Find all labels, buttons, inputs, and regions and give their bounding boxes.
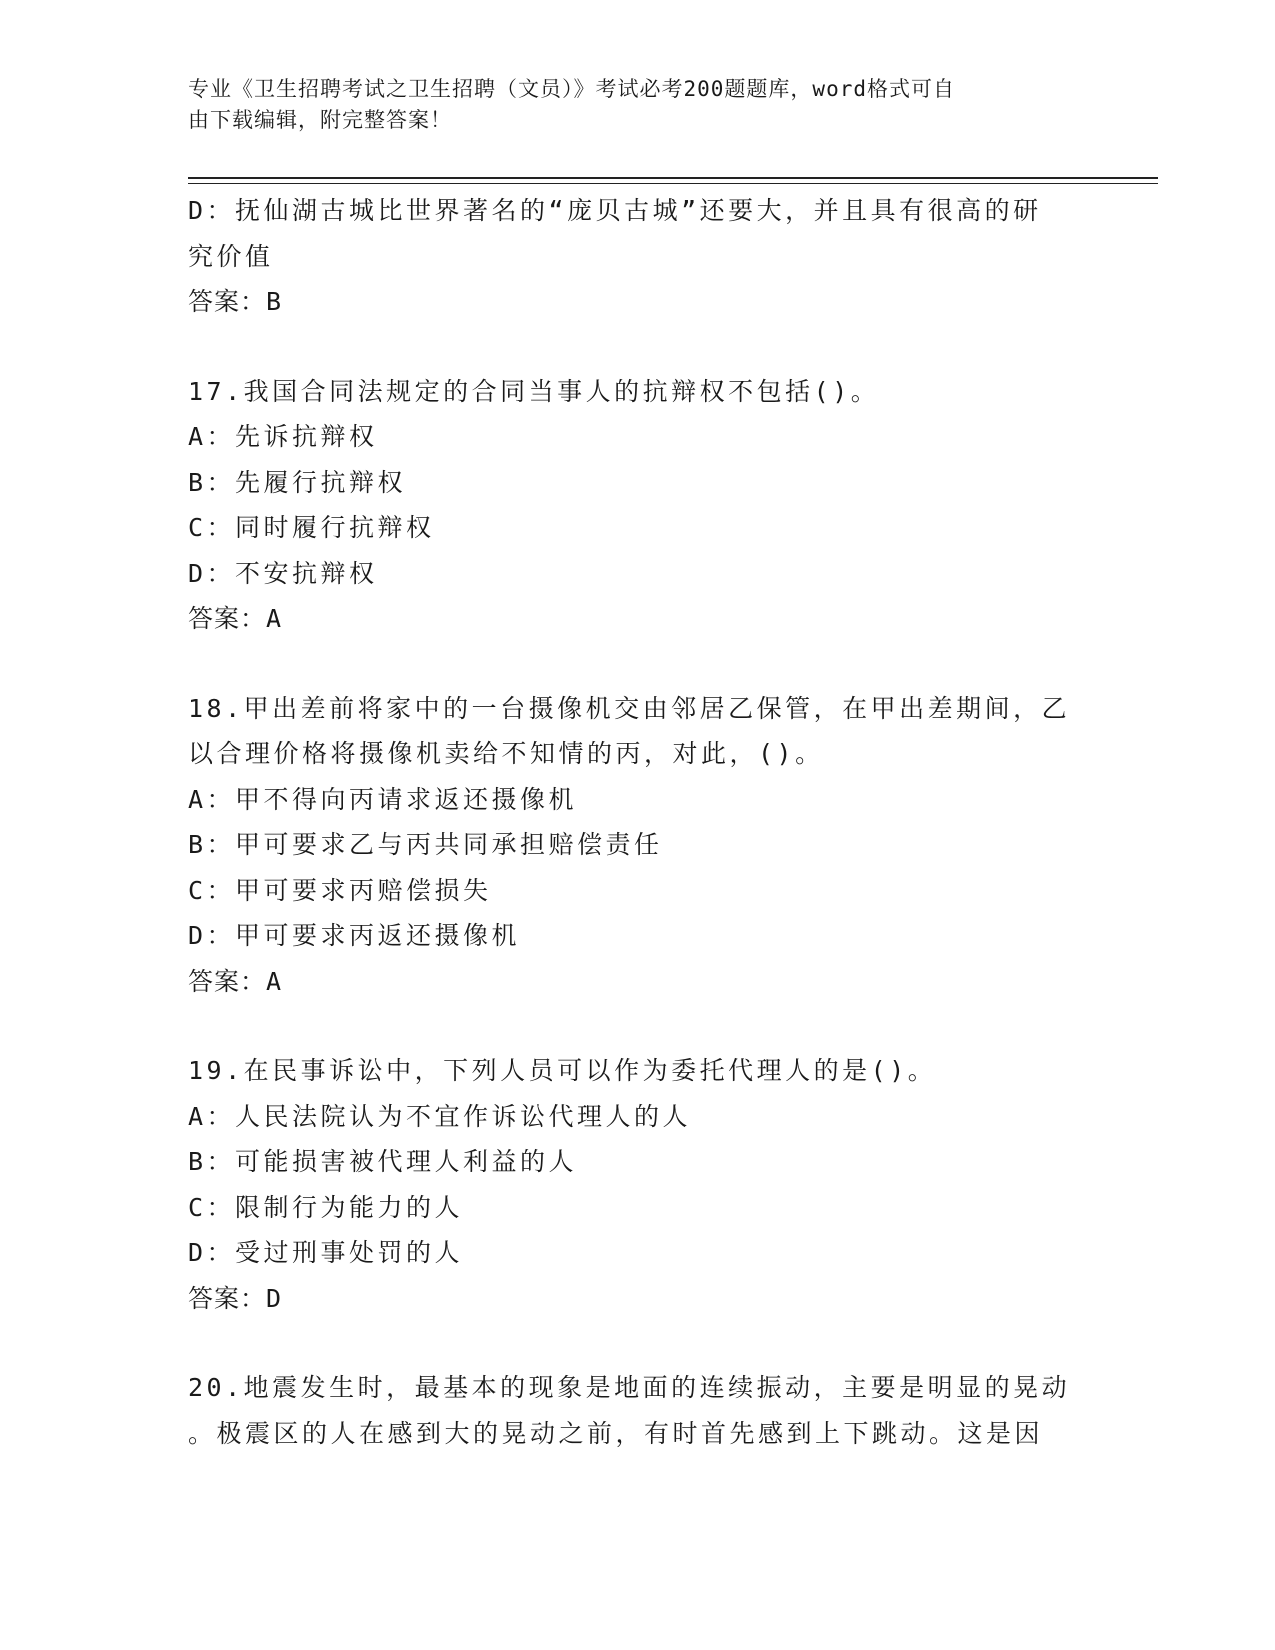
question-stem-continued: 以合理价格将摄像机卖给不知情的丙，对此，()。 <box>188 739 824 768</box>
answer: 答案：A <box>188 966 283 996</box>
option-b: B：先履行抗辩权 <box>188 467 407 497</box>
question-17 <box>188 369 1088 642</box>
option-c: C：同时履行抗辩权 <box>188 513 435 542</box>
header-line-1: 专业《卫生招聘考试之卫生招聘（文员）》考试必考200题题库，word格式可自 <box>188 77 955 101</box>
question-20 <box>188 1365 1088 1456</box>
question-gap <box>188 1321 1088 1365</box>
answer: 答案：B <box>188 287 283 316</box>
document-body <box>188 188 1088 1456</box>
answer: 答案：D <box>188 1283 283 1313</box>
option-a: A：人民法院认为不宜作诉讼代理人的人 <box>188 1101 692 1131</box>
question-16-continued <box>188 188 1088 325</box>
question-stem: 19.在民事诉讼中，下列人员可以作为委托代理人的是()。 <box>188 1056 937 1085</box>
question-19 <box>188 1048 1088 1321</box>
option-d: D：受过刑事处罚的人 <box>188 1238 464 1267</box>
option-c: C：甲可要求丙赔偿损失 <box>188 875 492 905</box>
question-gap <box>188 1004 1088 1048</box>
option-d: D：不安抗辩权 <box>188 558 378 588</box>
question-stem: 18.甲出差前将家中的一台摄像机交由邻居乙保管，在甲出差期间，乙 <box>188 693 1071 723</box>
header-rule-thick <box>188 177 1158 179</box>
answer: 答案：A <box>188 604 283 633</box>
header-rule-thin <box>188 183 1158 184</box>
question-stem-continued: 。极震区的人在感到大的晃动之前，有时首先感到上下跳动。这是因 <box>188 1418 1044 1448</box>
question-stem: 20.地震发生时，最基本的现象是地面的连续振动，主要是明显的晃动 <box>188 1373 1071 1402</box>
option-a: A：甲不得向丙请求返还摄像机 <box>188 784 578 814</box>
option-b: B：甲可要求乙与丙共同承担赔偿责任 <box>188 830 663 859</box>
question-gap <box>188 642 1088 686</box>
question-gap <box>188 325 1088 369</box>
option-b: B：可能损害被代理人利益的人 <box>188 1147 578 1176</box>
question-stem: 17.我国合同法规定的合同当事人的抗辩权不包括()。 <box>188 376 880 406</box>
option-a: A：先诉抗辩权 <box>188 422 378 451</box>
option-c: C：限制行为能力的人 <box>188 1192 464 1222</box>
document-header <box>188 74 1068 136</box>
option-d: D：甲可要求丙返还摄像机 <box>188 921 521 950</box>
option-d: D：抚仙湖古城比世界著名的“庞贝古城”还要大，并且具有很高的研 <box>188 196 1042 225</box>
question-18 <box>188 686 1088 1005</box>
option-d-continued: 究价值 <box>188 241 274 271</box>
header-line-2: 由下载编辑，附完整答案！ <box>188 108 452 132</box>
